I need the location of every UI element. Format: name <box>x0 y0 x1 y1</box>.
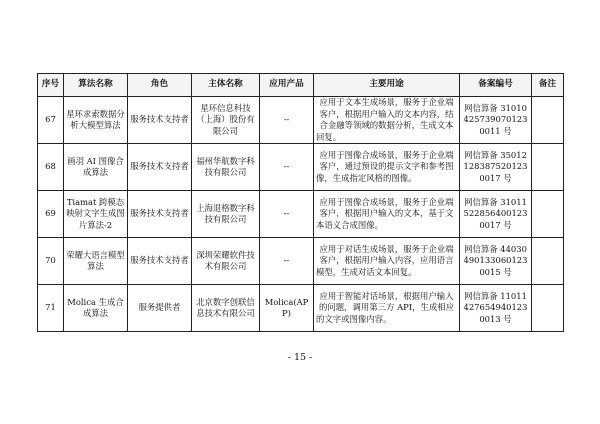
cell-index: 68 <box>38 144 64 191</box>
cell-subject-name: 北京数字创联信息技术有限公司 <box>192 285 260 332</box>
cell-remark <box>532 285 564 332</box>
algorithm-registry-table <box>37 73 564 332</box>
cell-purpose: 应用于图像合成场景，服务于企业端客户，通过预设的提示文字和参考图像，生成指定风格的图像。 <box>314 144 460 191</box>
header-role: 角色 <box>128 74 192 97</box>
cell-filing-number: 网信算备 110114276549401230013 号 <box>460 285 532 332</box>
cell-product: -- <box>260 191 314 238</box>
page-number: - 15 - <box>287 352 313 363</box>
cell-algorithm-name: Molica 生成合成算法 <box>64 285 128 332</box>
cell-purpose: 应用于对话生成场景，服务于企业端客户，根据用户输入内容，应用语言模型，生成对话文本回复。 <box>314 238 460 285</box>
cell-product: -- <box>260 144 314 191</box>
cell-index: 67 <box>38 97 64 144</box>
cell-algorithm-name: 星环求索数据分析大模型算法 <box>64 97 128 144</box>
cell-purpose: 应用于文本生成场景，服务于企业端客户，根据用户输入的文本内容，结合金融等领域的数据分析，生成文本回复。 <box>314 97 460 144</box>
cell-algorithm-name: 画羽 AI 图像合成算法 <box>64 144 128 191</box>
table-header-row <box>38 74 564 97</box>
cell-role: 服务技术支持者 <box>128 238 192 285</box>
table-row <box>38 285 564 332</box>
table-row <box>38 97 564 144</box>
cell-index: 71 <box>38 285 64 332</box>
table-row <box>38 191 564 238</box>
cell-purpose: 应用于图像合成场景，服务于企业端客户，根据用户输入的文本，基于文本语义合成图像。 <box>314 191 460 238</box>
header-filing-number: 备案编号 <box>460 74 532 97</box>
table-row <box>38 144 564 191</box>
header-algorithm-name: 算法名称 <box>64 74 128 97</box>
cell-filing-number: 网信算备 310104257390701230011 号 <box>460 97 532 144</box>
table-row <box>38 238 564 285</box>
cell-subject-name: 上海退格数字科技有限公司 <box>192 191 260 238</box>
header-remark: 备注 <box>532 74 564 97</box>
cell-filing-number: 网信算备 440304901330601230015 号 <box>460 238 532 285</box>
cell-subject-name: 星环信息科技（上海）股份有限公司 <box>192 97 260 144</box>
header-subject-name: 主体名称 <box>192 74 260 97</box>
cell-index: 69 <box>38 191 64 238</box>
cell-remark <box>532 238 564 285</box>
header-index: 序号 <box>38 74 64 97</box>
cell-filing-number: 网信算备 310115228564001230017 号 <box>460 191 532 238</box>
cell-remark <box>532 97 564 144</box>
cell-product: -- <box>260 97 314 144</box>
header-purpose: 主要用途 <box>314 74 460 97</box>
cell-product: -- <box>260 238 314 285</box>
cell-remark <box>532 191 564 238</box>
cell-filing-number: 网信算备 350121283875201230017 号 <box>460 144 532 191</box>
cell-role: 服务提供者 <box>128 285 192 332</box>
cell-remark <box>532 144 564 191</box>
cell-subject-name: 福州华航数字科技有限公司 <box>192 144 260 191</box>
header-product: 应用产品 <box>260 74 314 97</box>
cell-role: 服务技术支持者 <box>128 97 192 144</box>
cell-role: 服务技术支持者 <box>128 144 192 191</box>
cell-product: Molica(APP) <box>260 285 314 332</box>
cell-role: 服务技术支持者 <box>128 191 192 238</box>
cell-algorithm-name: 荣耀大语言模型算法 <box>64 238 128 285</box>
cell-algorithm-name: Tiamat 跨模态映射文字生成图片算法-2 <box>64 191 128 238</box>
cell-subject-name: 深圳荣耀软件技术有限公司 <box>192 238 260 285</box>
cell-index: 70 <box>38 238 64 285</box>
cell-purpose: 应用于智能对话场景，根据用户输入的问题，调用第三方 API，生成相应的文字或图像内容。 <box>314 285 460 332</box>
